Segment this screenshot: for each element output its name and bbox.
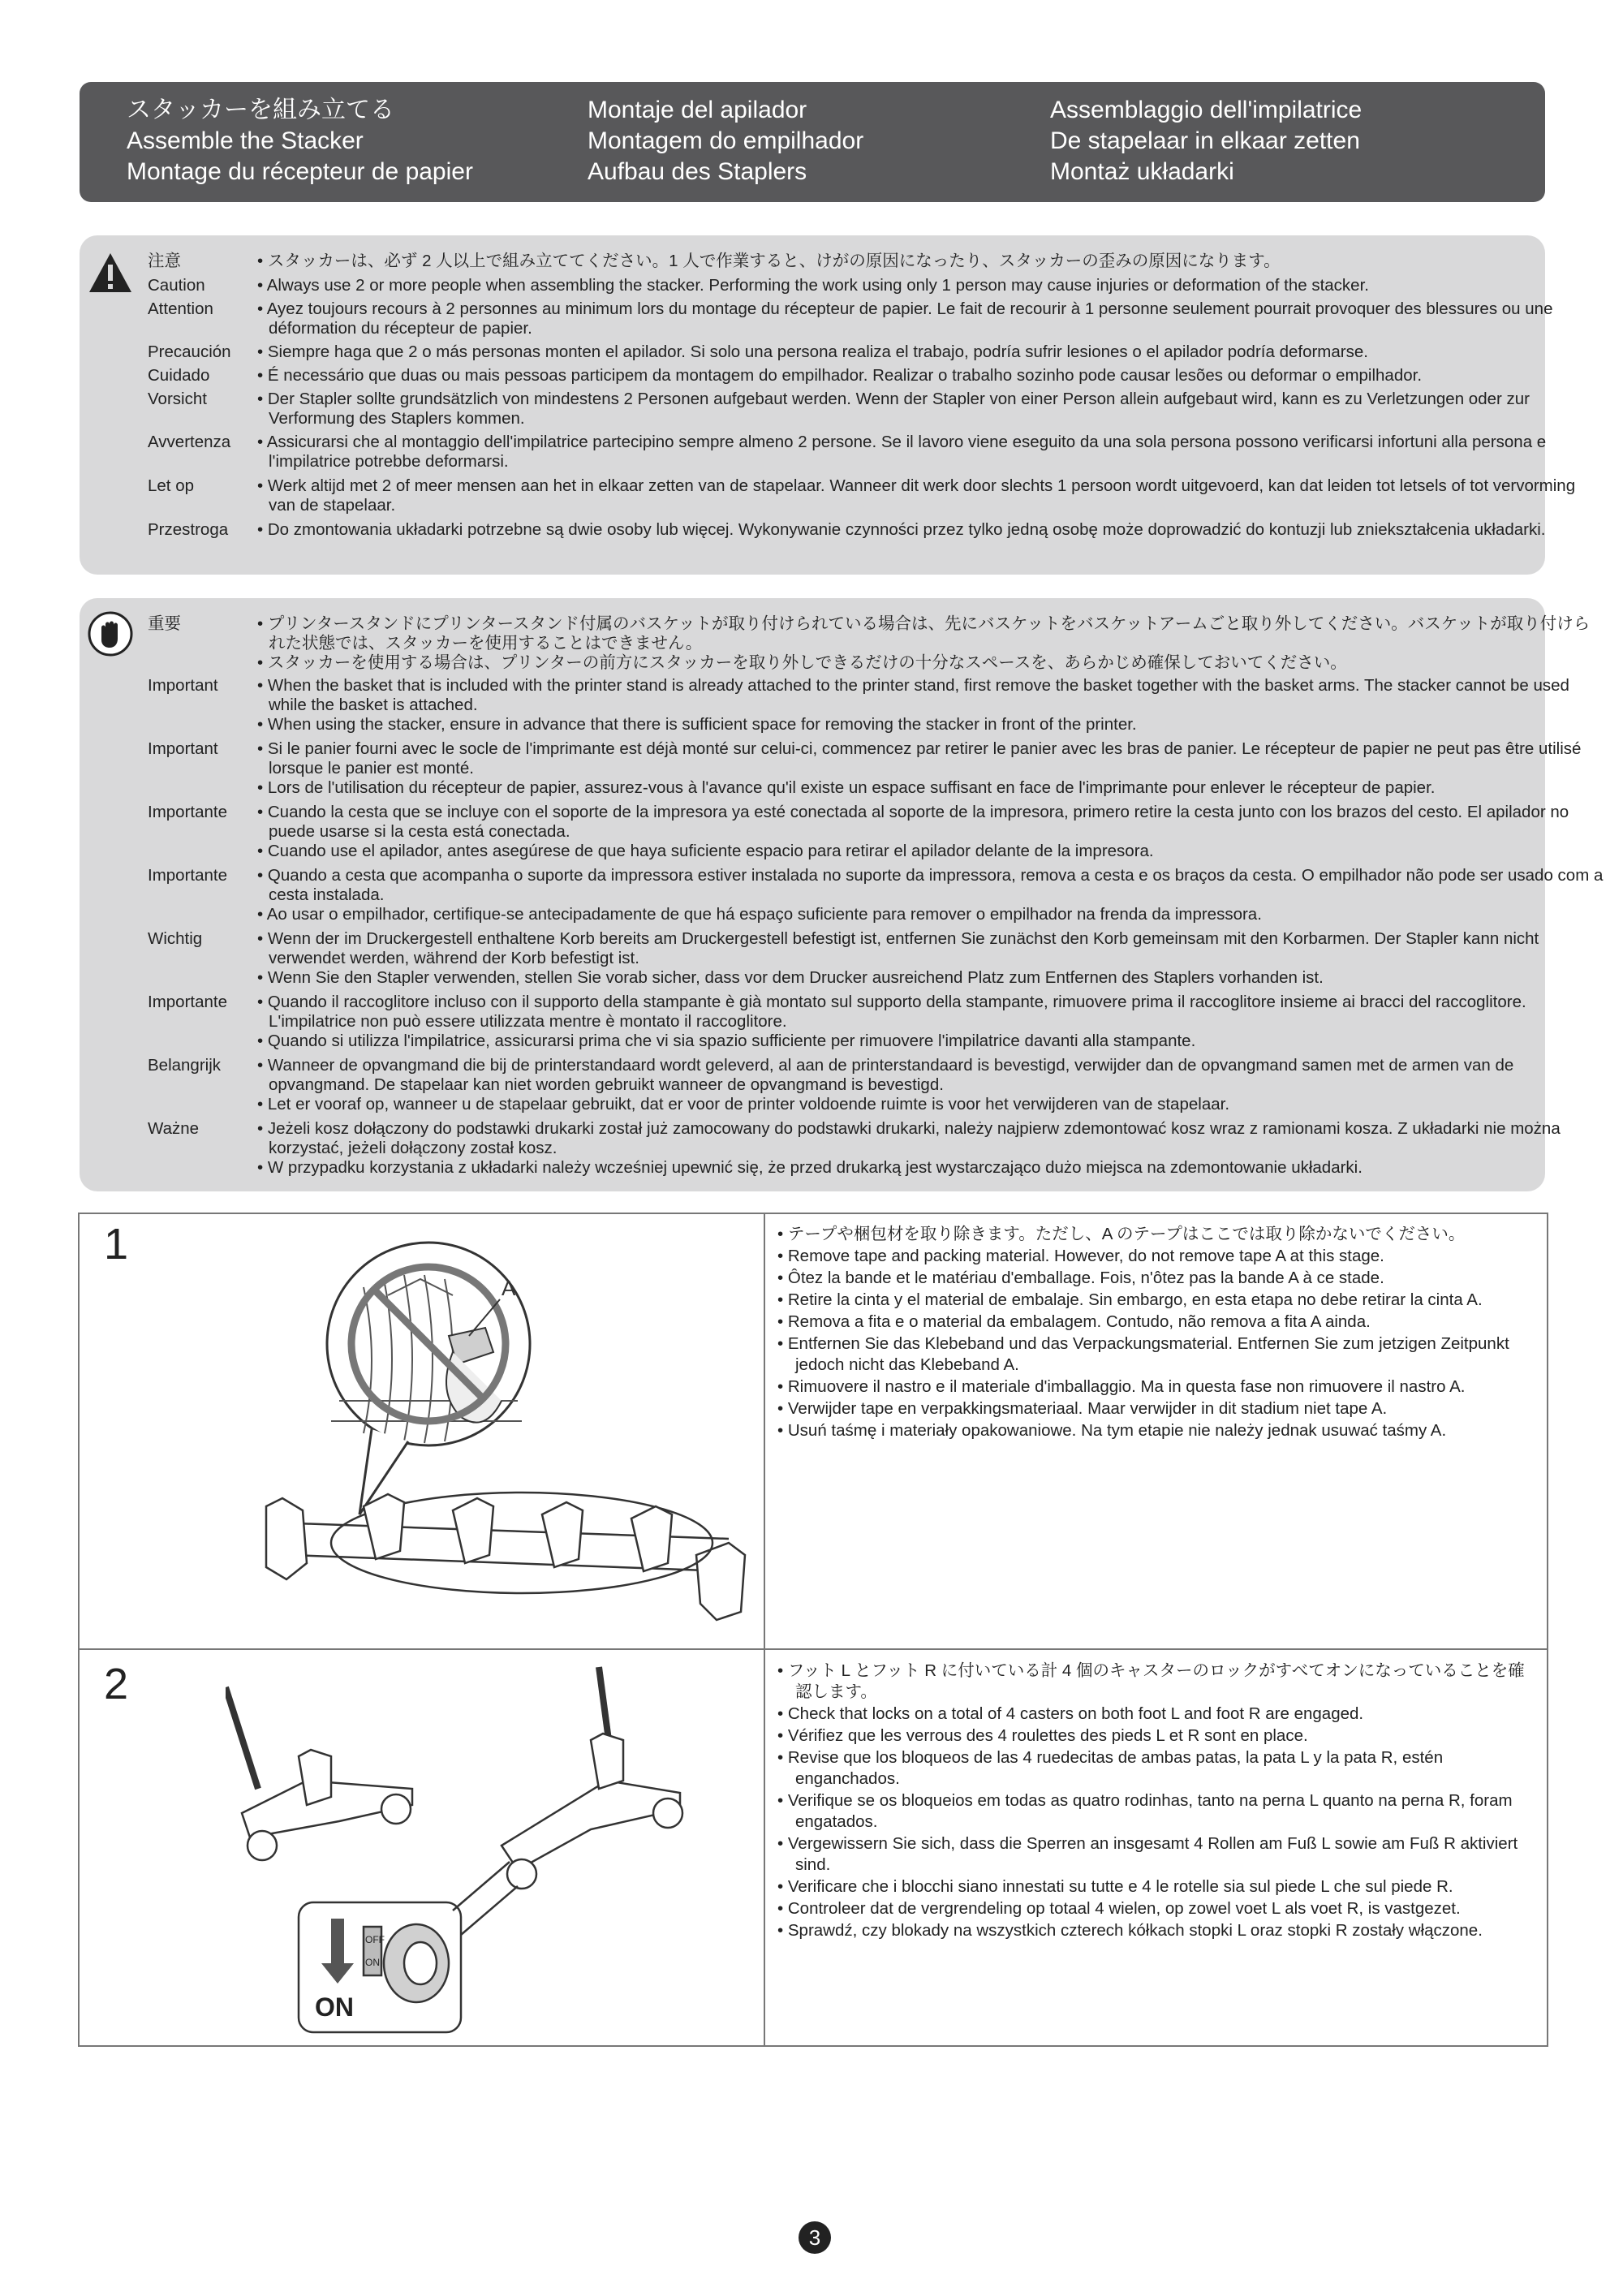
important-lang: Important [148,739,218,758]
step-2-line: • Sprawdź, czy blokady na wszystkich czterech kółkach stopki L oraz stopki R zostały włączone. [777,1921,1483,1940]
caution-lang: 注意 [148,252,181,270]
important-lang: Wichtig [148,929,203,948]
important-text: • Wanneer de opvangmand die bij de printerstandaard wordt geleverd, al aan de printerstandaard is bevestigd, verwijder dan de opvangmand samen met de armen van de opvangmand. De stapelaar kan niet worden gebruikt wanneer de opvangmand is bevestigd. [257,1056,1514,1094]
title-column-1 [127,95,473,187]
steps-grid [78,1213,1548,2047]
caution-text: • Werk altijd met 2 of meer mensen aan het in elkaar zetten van de stapelaar. Wanneer dit werk door slechts 1 persoon wordt uitgevoerd, kan dat leiden tot letsels of tot vervorming van de stapelaar. [257,476,1576,515]
important-text: • スタッカーを使用する場合は、プリンターの前方にスタッカーを取り外しできるだけの十分なスペースを、あらかじめ確保しておいてください。 [257,653,1347,672]
title-es: Montaje del apilador [588,97,807,123]
step-2-line: • Revise que los bloqueos de las 4 ruedecitas de ambas patas, la pata L y la pata R, estén enganchados. [777,1748,1444,1788]
important-lang: Importante [148,993,227,1011]
important-lang: 重要 [148,614,181,633]
step-1-line: • Usuń taśmę i materiały opakowaniowe. Na tym etapie nie należy jednak usuwać taśmy A. [777,1421,1447,1440]
step-1-line: • テープや梱包材を取り除きます。ただし、A のテープはここでは取り除かないでください。 [777,1225,1466,1243]
important-lang: Belangrijk [148,1056,222,1075]
title-pt: Montagem do empilhador [588,127,864,154]
important-text: • Quando si utilizza l'impilatrice, assicurarsi prima che vi sia spazio sufficiente per rimuovere l'impilatrice davanti alla stampante. [257,1032,1196,1050]
title-it: Assemblaggio dell'impilatrice [1050,97,1363,123]
important-lang: Important [148,676,218,695]
title-column-3 [1050,95,1362,187]
step-2-line: • Check that locks on a total of 4 casters on both foot L and foot R are engaged. [777,1704,1364,1723]
important-lang: Importante [148,803,227,821]
important-text: • Wenn der im Druckergestell enthaltene Korb bereits am Druckergestell befestigt ist, entfernen Sie zunächst den Korb gemeinsam mit den Korbarmen. Der Stapler kann nicht verwendet werden, während der Korb befestigt ist. [257,929,1539,967]
title-pl: Montaż układarki [1050,158,1234,185]
caution-text: • Siempre haga que 2 o más personas monten el apilador. Si solo una persona realiza el trabajo, podría sufrir lesiones o el apilador podría deformarse. [257,342,1368,361]
title-nl: De stapelaar in elkaar zetten [1050,127,1360,154]
title-fr: Montage du récepteur de papier [127,158,473,185]
stacker-tape-illustration [242,1230,753,1636]
caution-lang: Avvertenza [148,433,231,451]
step-1-line: • Ôtez la bande et le matériau d'emballage. Fois, n'ôtez pas la bande A à ce stade. [777,1269,1384,1287]
step-2-line: • Controleer dat de vergrendeling op totaal 4 wielen, op zowel voet L als voet R, is vastgezet. [777,1899,1461,1918]
caution-text: • Always use 2 or more people when assembling the stacker. Performing the work using only 1 person may cause injuries or deformation of the stacker. [257,276,1369,295]
step-1-line: • Remova a fita e o material da embalagem. Contudo, não remova a fita A ainda. [777,1312,1371,1331]
important-text: • Let er vooraf op, wanneer u de stapelaar gebruikt, dat er voor de printer voldoende ruimte is voor het verwijderen van de stapelaar. [257,1095,1230,1114]
grid-divider [764,1214,765,2045]
important-text: • W przypadku korzystania z układarki należy wcześniej upewnić się, że przed drukarką jest wystarczająco dużo miejsca na zdemontowanie układarki. [257,1158,1363,1177]
caution-text: • Do zmontowania układarki potrzebne są dwie osoby lub więcej. Wykonywanie czynności przez tylko jedną osobę może doprowadzić do kontuzji lub zniekształcenia układarki. [257,520,1546,539]
important-text: • When using the stacker, ensure in advance that there is sufficient space for removing the stacker in front of the printer. [257,715,1137,734]
step-2-line: • Verificare che i blocchi siano innestati su tutte e 4 le rotelle sia sul piede L che sul piede R. [777,1877,1453,1896]
important-text: • Cuando la cesta que se incluye con el soporte de la impresora ya esté conectada al soporte de la impresora, primero retire la cesta junto con los brazos del cesto. El apilador no puede usarse si la cesta está conectada. [257,803,1569,841]
title-en: Assemble the Stacker [127,127,364,154]
step-1-number: 1 [104,1220,129,1269]
step-2-text [777,1661,1532,1942]
step-1-line: • Retire la cinta y el material de embalaje. Sin embargo, en esta etapa no debe retirar la cinta A. [777,1290,1483,1309]
caster-lock-illustration [226,1659,761,2040]
important-text: • Jeżeli kosz dołączony do podstawki drukarki został już zamocowany do podstawki drukarki, należy najpierw zdemontować kosz wraz z ramionami kosza. Z układarki nie można korzystać, jeżeli dołączony został kosz. [257,1119,1561,1157]
important-panel [80,598,1604,1191]
lock-on-label: ON [365,1957,380,1968]
important-text: • Cuando use el apilador, antes asegúrese de que haya suficiente espacio para retirar el apilador delante de la impresora. [257,842,1154,860]
important-text: • Lors de l'utilisation du récepteur de papier, assurez-vous à l'avance qu'il existe un espace suffisant en face de l'imprimante pour enlever le récepteur de papier. [257,778,1436,797]
important-lang: Ważne [148,1119,200,1138]
title-bar [80,82,1545,202]
important-lang: Importante [148,866,227,885]
caution-lang: Precaución [148,342,231,361]
caution-panel [80,235,1576,575]
caution-text: • É necessário que duas ou mais pessoas participem da montagem do empilhador. Realizar o trabalho sozinho pode causar lesões ou deformar o empilhador. [257,366,1423,385]
step-1-line: • Verwijder tape en verpakkingsmateriaal. Maar verwijder in dit stadium niet tape A. [777,1399,1388,1418]
important-text: • プリンタースタンドにプリンタースタンド付属のバスケットが取り付けられている場合は、先にバスケットをバスケットアームごと取り外してください。バスケットが取り付けられた状態では、スタッカーを使用することはできません。 [257,614,1591,653]
title-ja: スタッカーを組み立てる [127,97,394,123]
step-2-line: • フット L とフット R に付いている計 4 個のキャスターのロックがすべてオンになっていることを確認します。 [777,1661,1525,1701]
caution-lang: Attention [148,299,213,318]
lock-off-label: OFF [365,1934,385,1945]
caution-lang: Vorsicht [148,390,207,408]
caution-text: • Der Stapler sollte grundsätzlich von mindestens 2 Personen aufgebaut werden. Wenn der Stapler von einer Person allein aufgebaut wird, kann es zu Verletzungen oder zur Verformung des Staplers kommen. [257,390,1530,428]
step-2-number: 2 [104,1660,129,1708]
title-column-2 [588,95,863,187]
title-de: Aufbau des Staplers [588,158,807,185]
important-text: • Quando il raccoglitore incluso con il supporto della stampante è già montato sul supporto della stampante, rimuovere prima il raccoglitore insieme ai bracci del raccoglitore. L'impilatrice non può essere utilizzata mentre è montato il raccoglitore. [257,993,1526,1031]
caution-text: • Assicurarsi che al montaggio dell'impilatrice partecipino sempre almeno 2 persone. Se il lavoro viene eseguito da una sola persona possono verificarsi infortuni alla persona e l'impilatrice potrebbe deformarsi. [257,433,1547,471]
page-number: 3 [799,2221,831,2254]
tape-a-callout: A [502,1276,516,1300]
stop-hand-icon [88,611,133,657]
caution-lang: Przestroga [148,520,229,539]
step-1-line: • Entfernen Sie das Klebeband und das Verpackungsmaterial. Entfernen Sie zum jetzigen Zeitpunkt jedoch nicht das Klebeband A. [777,1334,1509,1374]
step-1-line: • Rimuovere il nastro e il materiale d'imballaggio. Ma in questa fase non rimuovere il nastro A. [777,1377,1466,1396]
caution-lang: Caution [148,276,205,295]
grid-divider [80,1648,1547,1650]
step-2-line: • Vérifiez que les verrous des 4 roulettes des pieds L et R sont en place. [777,1726,1308,1745]
warning-triangle-icon [88,250,133,295]
step-1-text [777,1224,1532,1442]
important-text: • When the basket that is included with the printer stand is already attached to the printer stand, first remove the basket together with the basket arms. The stacker cannot be used while the basket is attached. [257,676,1569,714]
caution-text: • スタッカーは、必ず 2 人以上で組み立ててください。1 人で作業すると、けがの原因になったり、スタッカーの歪みの原因になります。 [257,252,1281,270]
caution-lang: Cuidado [148,366,210,385]
caution-lang: Let op [148,476,194,495]
important-text: • Wenn Sie den Stapler verwenden, stellen Sie vorab sicher, dass vor dem Drucker ausreichend Platz zum Entfernen des Staplers vorhanden ist. [257,968,1324,987]
step-2-line: • Vergewissern Sie sich, dass die Sperren an insgesamt 4 Rollen am Fuß L sowie am Fuß R aktiviert sind. [777,1834,1518,1874]
step-1-line: • Remove tape and packing material. However, do not remove tape A at this stage. [777,1247,1384,1265]
step-2-line: • Verifique se os bloqueios em todas as quatro rodinhas, tanto na perna L quanto na perna R, foram engatados. [777,1791,1513,1831]
important-text: • Quando a cesta que acompanha o suporte da impressora estiver instalada no suporte da impressora, remova a cesta e os braços da cesta. O empilhador não pode ser usado com a cesta instalada. [257,866,1604,904]
important-text: • Si le panier fourni avec le socle de l'imprimante est déjà monté sur celui-ci, commencez par retirer le panier avec les bras de panier. Le récepteur de papier ne peut pas être utilisé lorsque le panier est monté. [257,739,1582,778]
caution-text: • Ayez toujours recours à 2 personnes au minimum lors du montage du récepteur de papier. Le fait de recourir à 1 personne seulement pourrait provoquer des blessures ou une déformation du récepteur de papier. [257,299,1553,338]
lock-on-big-label: ON [315,1992,354,2022]
important-text: • Ao usar o empilhador, certifique-se antecipadamente de que há espaço suficiente para remover o empilhador na frenda da impressora. [257,905,1262,924]
